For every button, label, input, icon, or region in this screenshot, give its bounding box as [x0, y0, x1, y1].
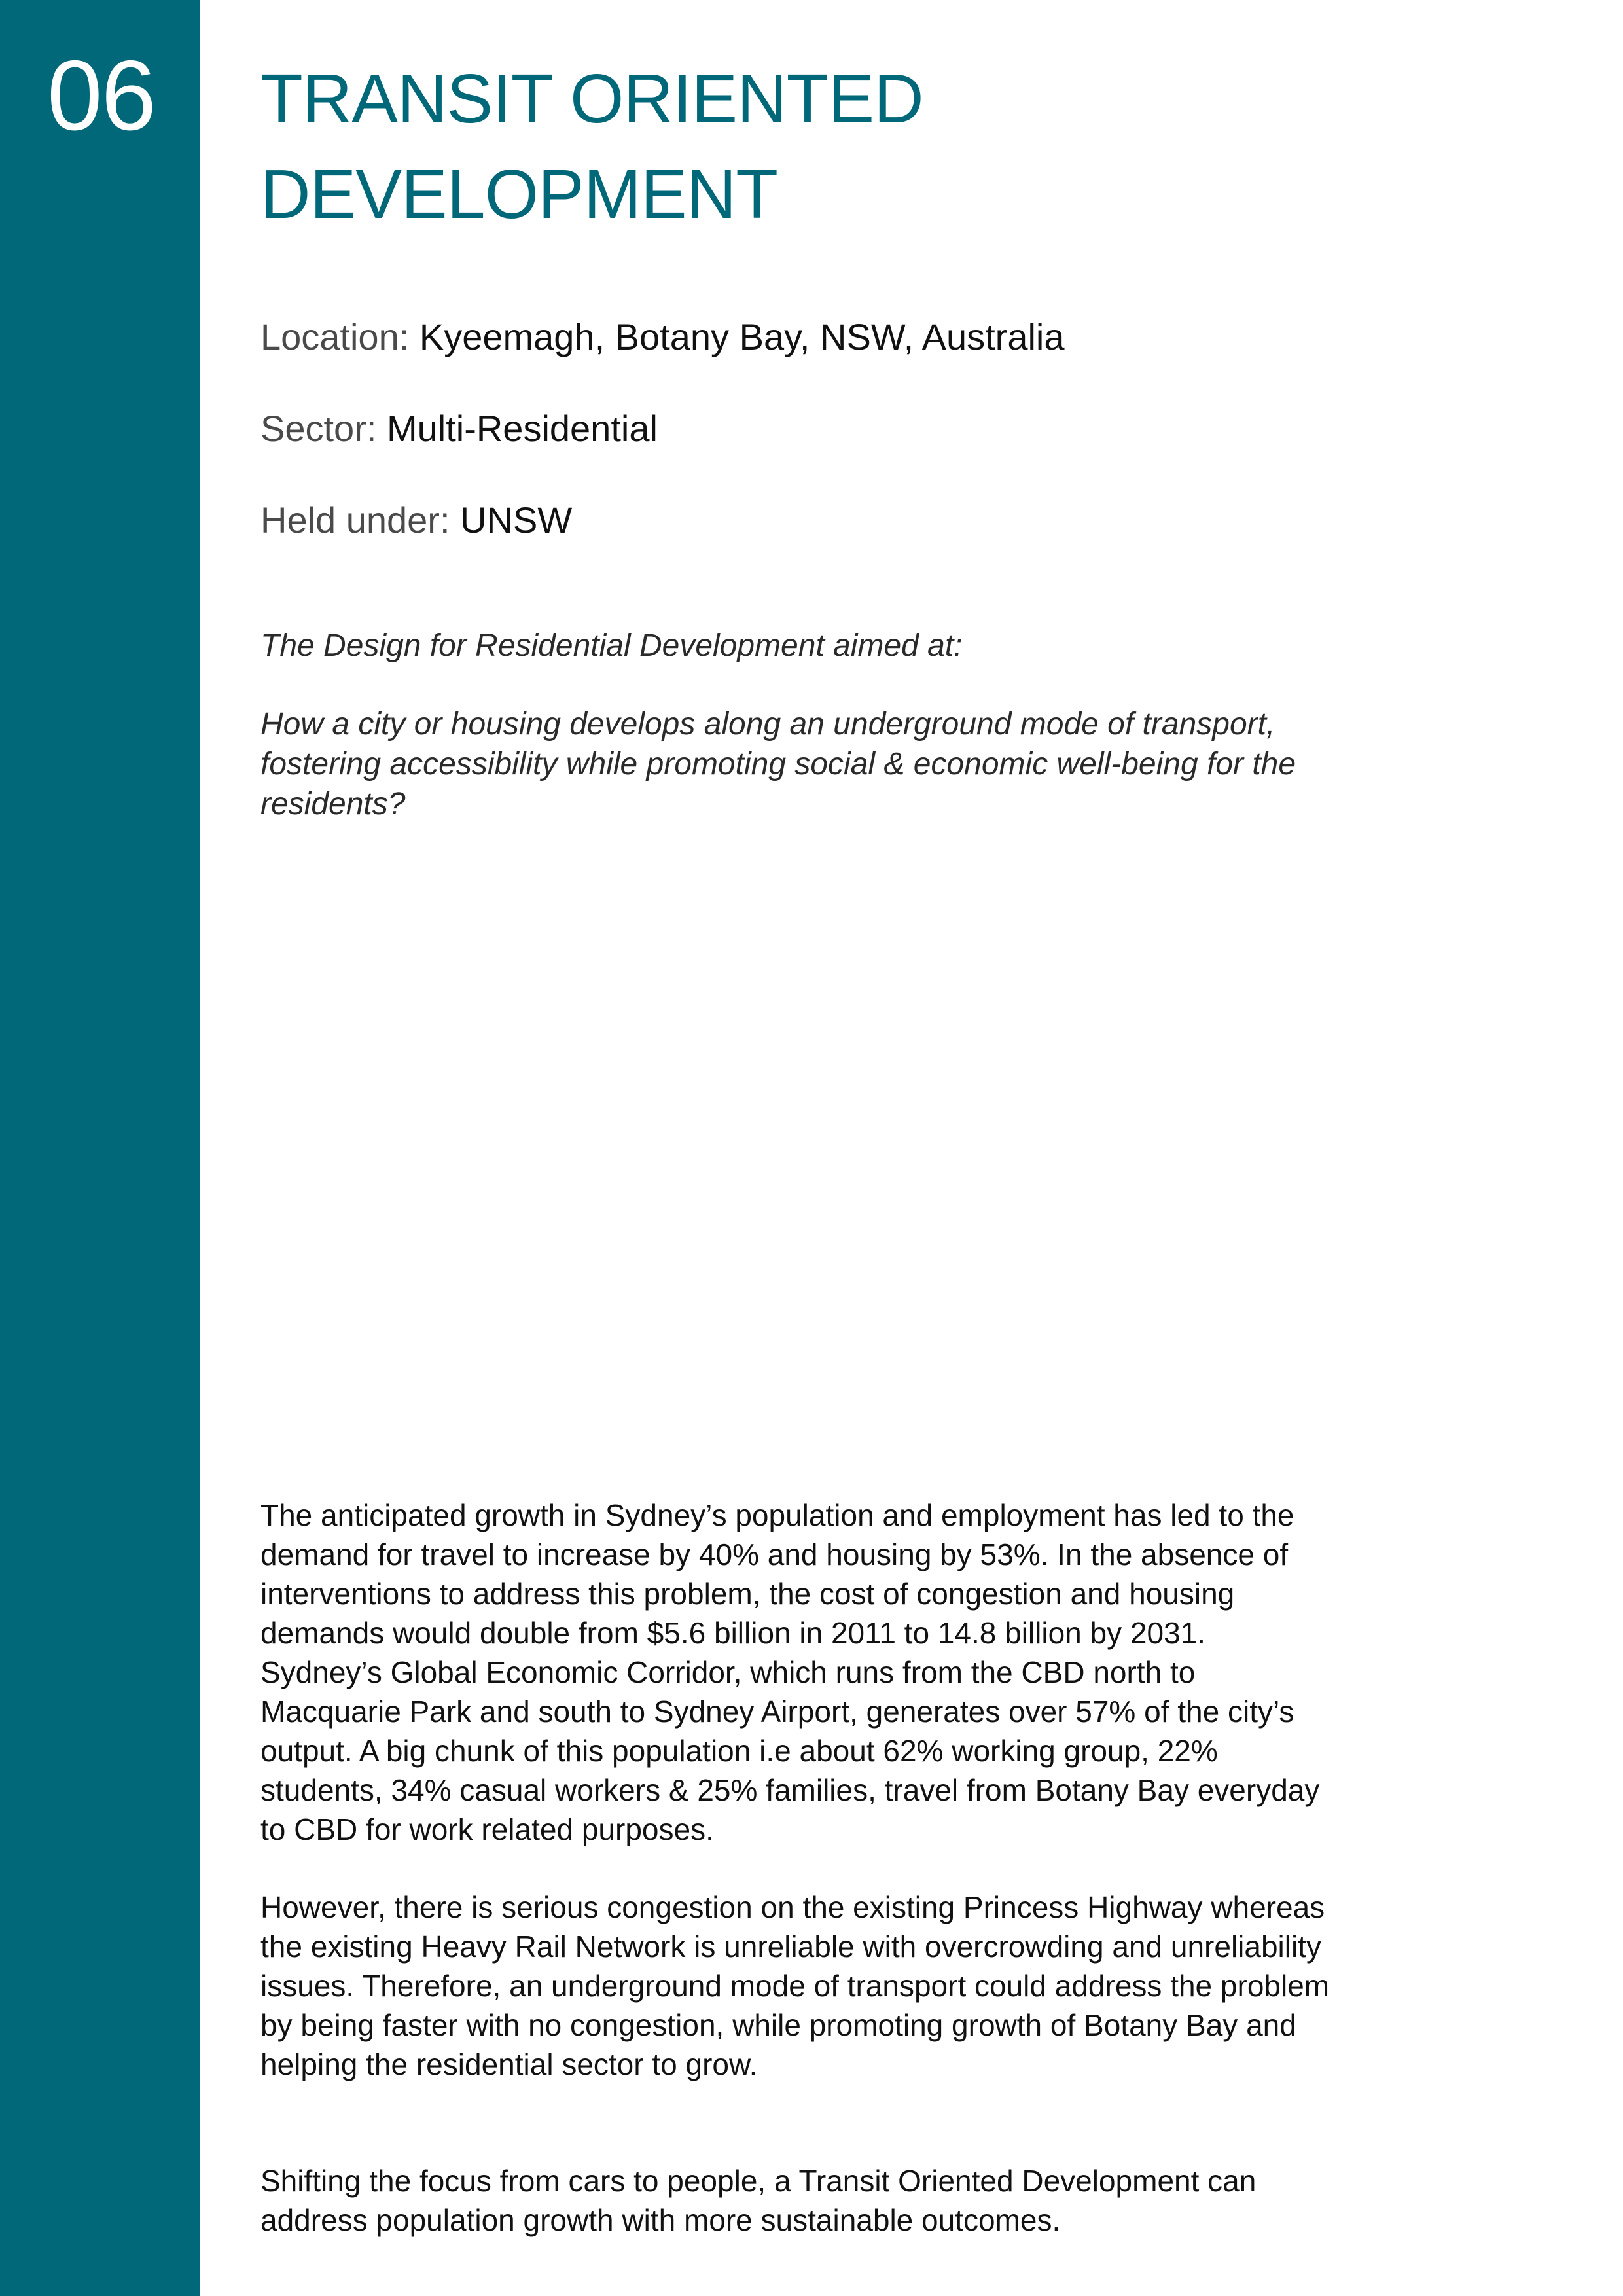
location-row: [260, 314, 1504, 360]
page-number: 06: [47, 40, 156, 151]
sector-label: Sector:: [260, 408, 387, 449]
held-under-label: Held under:: [260, 499, 461, 541]
body-paragraph-1: The anticipated growth in Sydney’s population and employment has led to the demand for travel to increase by 40% and housing by 53%. In the absence of interventions to address this problem, the cost of congestion and housing demands would double from $5.6 billion in 2011 to 14.8 billion by 2031. Sydney’s Global Economic Corridor, which runs from the CBD north to Macquarie Park and south to Sydney Airport, generates over 57% of the city’s output. A big chunk of this population i.e about 62% working group, 22% students, 34% casual workers & 25% families, travel from Botany Bay everyday to CBD for work related purposes.: [260, 1498, 1320, 1846]
intro-lead: The Design for Residential Development aimed at:: [260, 628, 963, 663]
body-paragraph-3: Shifting the focus from cars to people, a Transit Oriented Development can address population growth with more sustainable outcomes.: [260, 2164, 1257, 2237]
held-under-value: UNSW: [460, 499, 573, 541]
sector-row: [260, 406, 1504, 452]
intro-question: How a city or housing develops along an underground mode of transport, fostering accessibility while promoting social & economic well-being for the residents?: [260, 707, 1296, 821]
held-under-row: [260, 497, 1504, 543]
location-label: Location:: [260, 316, 419, 357]
sidebar-band: [0, 0, 200, 2296]
location-value: Kyeemagh, Botany Bay, NSW, Australia: [419, 316, 1065, 357]
page-title-line-1: TRANSIT ORIENTED: [260, 60, 923, 137]
sector-value: Multi-Residential: [386, 408, 658, 449]
page-title-line-2: DEVELOPMENT: [260, 156, 778, 233]
page-title: [260, 51, 1504, 242]
body-paragraph-2: However, there is serious congestion on the existing Princess Highway whereas the existing Heavy Rail Network is unreliable with overcrowding and unreliability issues. Therefore, an underground mode of transport could address the problem by being faster with no congestion, while promoting growth of Botany Bay and helping the residential sector to grow.: [260, 1890, 1330, 2081]
